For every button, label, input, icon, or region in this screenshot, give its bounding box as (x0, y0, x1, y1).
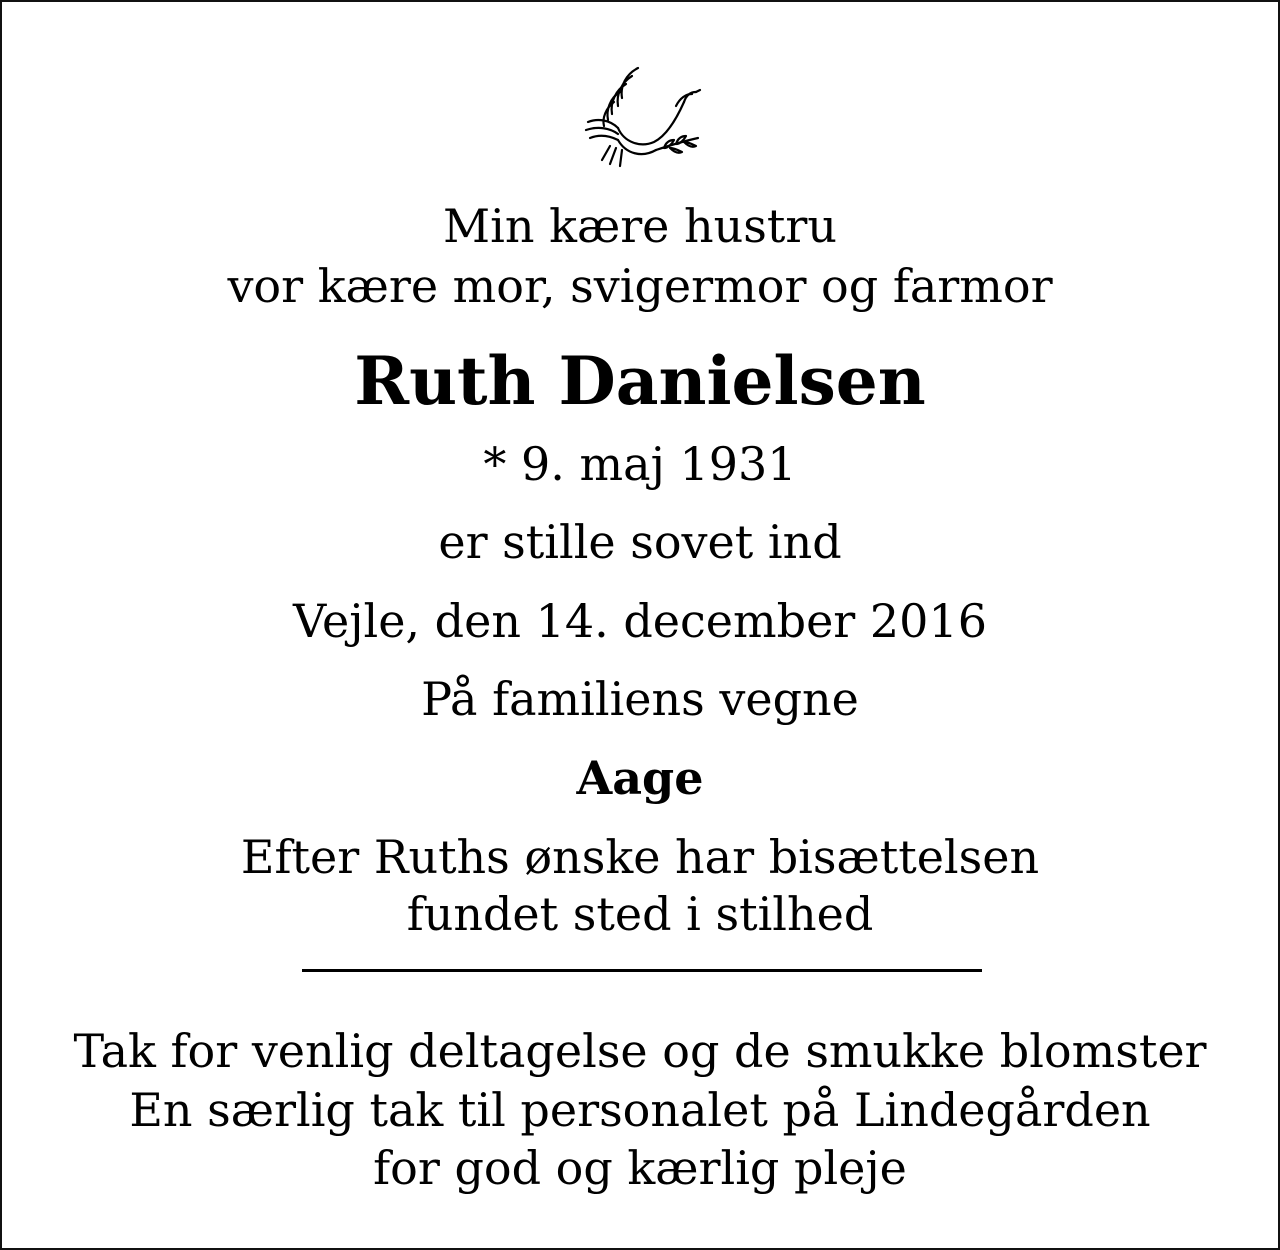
on-behalf-text: På familiens vegne (421, 672, 859, 726)
thanks-line-3: for god og kærlig pleje (373, 1141, 907, 1195)
deceased-name: Ruth Danielsen (354, 342, 926, 420)
passing-text: er stille sovet ind (438, 515, 842, 569)
intro-line-1: Min kære hustru (443, 199, 837, 253)
signatory-name: Aage (576, 751, 704, 805)
note-line-1: Efter Ruths ønske har bisættelsen (240, 830, 1040, 884)
intro-line-2: vor kære mor, svigermor og farmor (227, 259, 1053, 313)
place-and-date: Vejle, den 14. december 2016 (293, 594, 987, 648)
divider-rule (302, 969, 982, 972)
dove-icon (580, 62, 704, 172)
thanks-line-1: Tak for venlig deltagelse og de smukke blomster (73, 1024, 1207, 1078)
note-line-2: fundet sted i stilhed (406, 887, 874, 941)
birth-date: * 9. maj 1931 (483, 437, 797, 491)
thanks-line-2: En særlig tak til personalet på Lindegården (129, 1083, 1151, 1137)
